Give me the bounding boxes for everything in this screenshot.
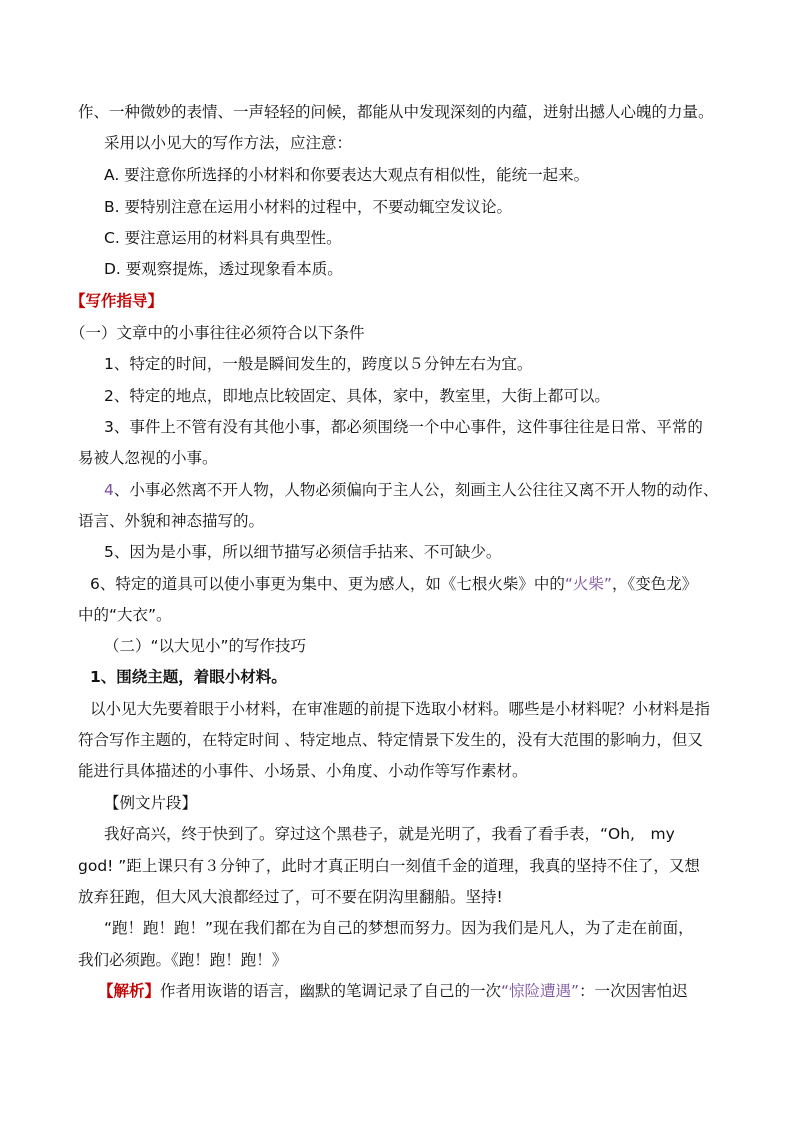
condition-3-line2: 易被人忽视的小事。 bbox=[78, 449, 218, 467]
paragraph-method-intro: 采用以小见大的写作方法，应注意： bbox=[104, 134, 353, 152]
section-heading-writing-guide: 【写作指导】 bbox=[70, 292, 164, 310]
condition-6-line2: 中的“大衣”。 bbox=[78, 606, 172, 624]
example-line5: 我们必须跑。《跑！跑！跑！》 bbox=[78, 951, 288, 969]
analysis-line bbox=[98, 980, 688, 1002]
condition-6-highlight: “火柴” bbox=[564, 575, 612, 593]
condition-5: 5、因为是小事，所以细节描写必须信手拈来、不可缺少。 bbox=[104, 543, 502, 561]
condition-4-line2: 语言、外貌和神态描写的。 bbox=[78, 512, 265, 530]
condition-6-text-b: ，《变色龙》 bbox=[611, 575, 698, 593]
analysis-text-a: 作者用诙谐的语言，幽默的笔调记录了自己的一次 bbox=[160, 982, 502, 1000]
technique-1-line3: 能进行具体描述的小事件、小场景、小角度、小动作等写作素材。 bbox=[78, 762, 528, 780]
point-c: C. 要注意运用的材料具有典型性。 bbox=[104, 229, 342, 247]
condition-2: 2、特定的地点，即地点比较固定、具体，家中，教室里，大街上都可以。 bbox=[104, 387, 610, 405]
technique-1-line2: 符合写作主题的，在特定时间 、特定地点、特定情景下发生的，没有大范围的影响力，但又 bbox=[78, 731, 703, 749]
analysis-label: 【解析】 bbox=[98, 982, 161, 1000]
paragraph-intro-end: 作、一种微妙的表情、一声轻轻的问候，都能从中发现深刻的内蕴，迸射出撼人心魄的力量。 bbox=[78, 103, 714, 121]
example-line2: god! ”距上课只有３分钟了，此时才真正明白一刻值千金的道理，我真的坚持不住了，又想 bbox=[78, 857, 700, 875]
technique-1-title: 1、围绕主题，着眼小材料。 bbox=[90, 668, 287, 686]
point-d: D. 要观察提炼，透过现象看本质。 bbox=[104, 260, 343, 278]
subheading-small-matters-conditions: （一）文章中的小事往往必须符合以下条件 bbox=[70, 324, 365, 342]
condition-6-text-a: 6、特定的道具可以使小事更为集中、更为感人，如《七根火柴》中的 bbox=[90, 575, 565, 593]
point-a: A. 要注意你所选择的小材料和你要表达大观点有相似性，能统一起来。 bbox=[104, 166, 590, 184]
condition-4-line1 bbox=[104, 479, 718, 501]
condition-3-line1: 3、事件上不管有没有其他小事，都必须围绕一个中心事件，这件事往往是日常、平常的 bbox=[104, 418, 703, 436]
example-heading: 【例文片段】 bbox=[104, 794, 198, 812]
analysis-highlight: “惊险遭遇” bbox=[501, 982, 580, 1000]
condition-4-number: 4 bbox=[104, 481, 114, 499]
example-line4: “跑！跑！跑！”现在我们都在为自己的梦想而努力。因为我们是凡人，为了走在前面， bbox=[104, 919, 694, 937]
point-b: B. 要特别注意在运用小材料的过程中，不要动辄空发议论。 bbox=[104, 198, 512, 216]
condition-6-line1 bbox=[90, 573, 697, 595]
subheading-techniques: （二）“以大见小”的写作技巧 bbox=[104, 637, 307, 655]
example-line1: 我好高兴，终于快到了。穿过这个黑巷子，就是光明了，我看了看手表，“Oh, my bbox=[104, 825, 675, 843]
analysis-text-b: ：一次因害怕迟 bbox=[579, 982, 688, 1000]
condition-1: 1、特定的时间，一般是瞬间发生的，跨度以５分钟左右为宜。 bbox=[104, 355, 533, 373]
example-line3: 放弃狂跑，但大风大浪都经过了，可不要在阴沟里翻船。坚持! bbox=[78, 888, 503, 906]
technique-1-line1: 以小见大先要着眼于小材料，在审准题的前提下选取小材料。哪些是小材料呢？小材料是指 bbox=[90, 700, 711, 718]
condition-4-text: 、小事必然离不开人物，人物必须偏向于主人公，刻画主人公往往又离不开人物的动作、 bbox=[113, 481, 719, 499]
